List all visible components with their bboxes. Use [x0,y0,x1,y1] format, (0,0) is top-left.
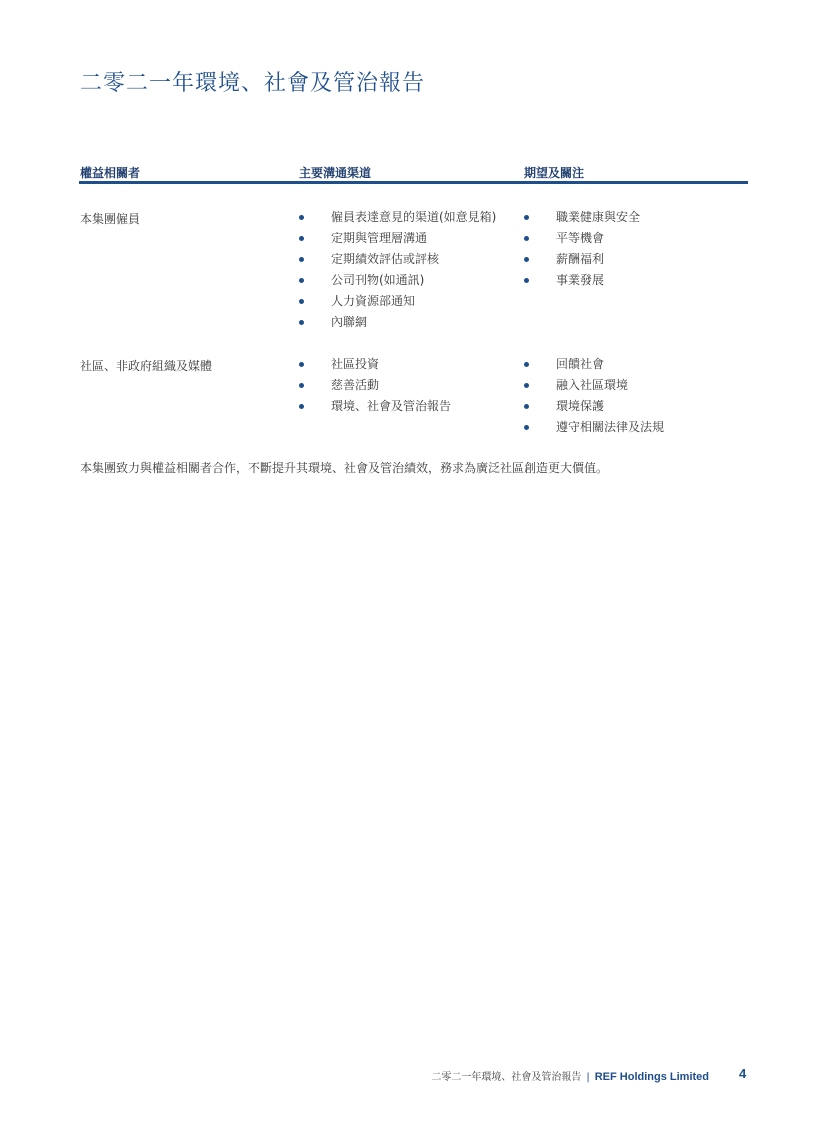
list-item: 薪酬福利 [524,249,640,270]
bullet-icon [299,383,304,388]
list-item: 人力資源部通知 [299,291,496,312]
column-header-channels: 主要溝通渠道 [299,166,372,180]
page-number: 4 [739,1066,747,1081]
column-header-stakeholders: 權益相關者 [80,166,141,180]
footer-separator: | [586,1072,590,1083]
expectations-list-community [524,354,664,438]
bullet-icon [299,236,304,241]
list-item: 定期績效評估或評核 [299,249,496,270]
page-footer [431,1068,709,1083]
list-item: 公司刊物(如通訊) [299,270,496,291]
bullet-icon [299,362,304,367]
list-item: 定期與管理層溝通 [299,228,496,249]
summary-paragraph: 本集團致力與權益相關者合作，不斷提升其環境、社會及管治績效，務求為廣泛社區創造更大價值。 [80,461,609,475]
stakeholder-community: 社區、非政府組織及媒體 [80,359,213,373]
footer-company-name: REF Holdings Limited [594,1071,709,1083]
bullet-icon [299,278,304,283]
bullet-icon [524,383,529,388]
header-divider [79,181,748,184]
bullet-icon [299,320,304,325]
bullet-icon [524,278,529,283]
channels-list-employees [299,207,496,333]
list-item: 職業健康與安全 [524,207,640,228]
bullet-icon [299,299,304,304]
bullet-icon [524,425,529,430]
list-item: 平等機會 [524,228,640,249]
list-item: 遵守相關法律及法規 [524,417,664,438]
bullet-icon [524,404,529,409]
bullet-icon [299,215,304,220]
table-header [0,164,827,188]
list-item: 環境保護 [524,396,664,417]
footer-report-name: 二零二一年環境、社會及管治報告 [431,1072,582,1083]
bullet-icon [524,236,529,241]
list-item: 內聯網 [299,312,496,333]
list-item: 慈善活動 [299,375,451,396]
bullet-icon [299,257,304,262]
bullet-icon [524,362,529,367]
page-title: 二零二一年環境、社會及管治報告 [80,71,426,96]
list-item: 回饋社會 [524,354,664,375]
list-item: 環境、社會及管治報告 [299,396,451,417]
channels-list-community [299,354,451,417]
list-item: 事業發展 [524,270,640,291]
stakeholder-employees: 本集團僱員 [80,212,141,226]
bullet-icon [524,257,529,262]
list-item: 社區投資 [299,354,451,375]
column-header-expectations: 期望及關注 [524,166,585,180]
bullet-icon [524,215,529,220]
expectations-list-employees [524,207,640,291]
bullet-icon [299,404,304,409]
list-item: 融入社區環境 [524,375,664,396]
list-item: 僱員表達意見的渠道(如意見箱) [299,207,496,228]
